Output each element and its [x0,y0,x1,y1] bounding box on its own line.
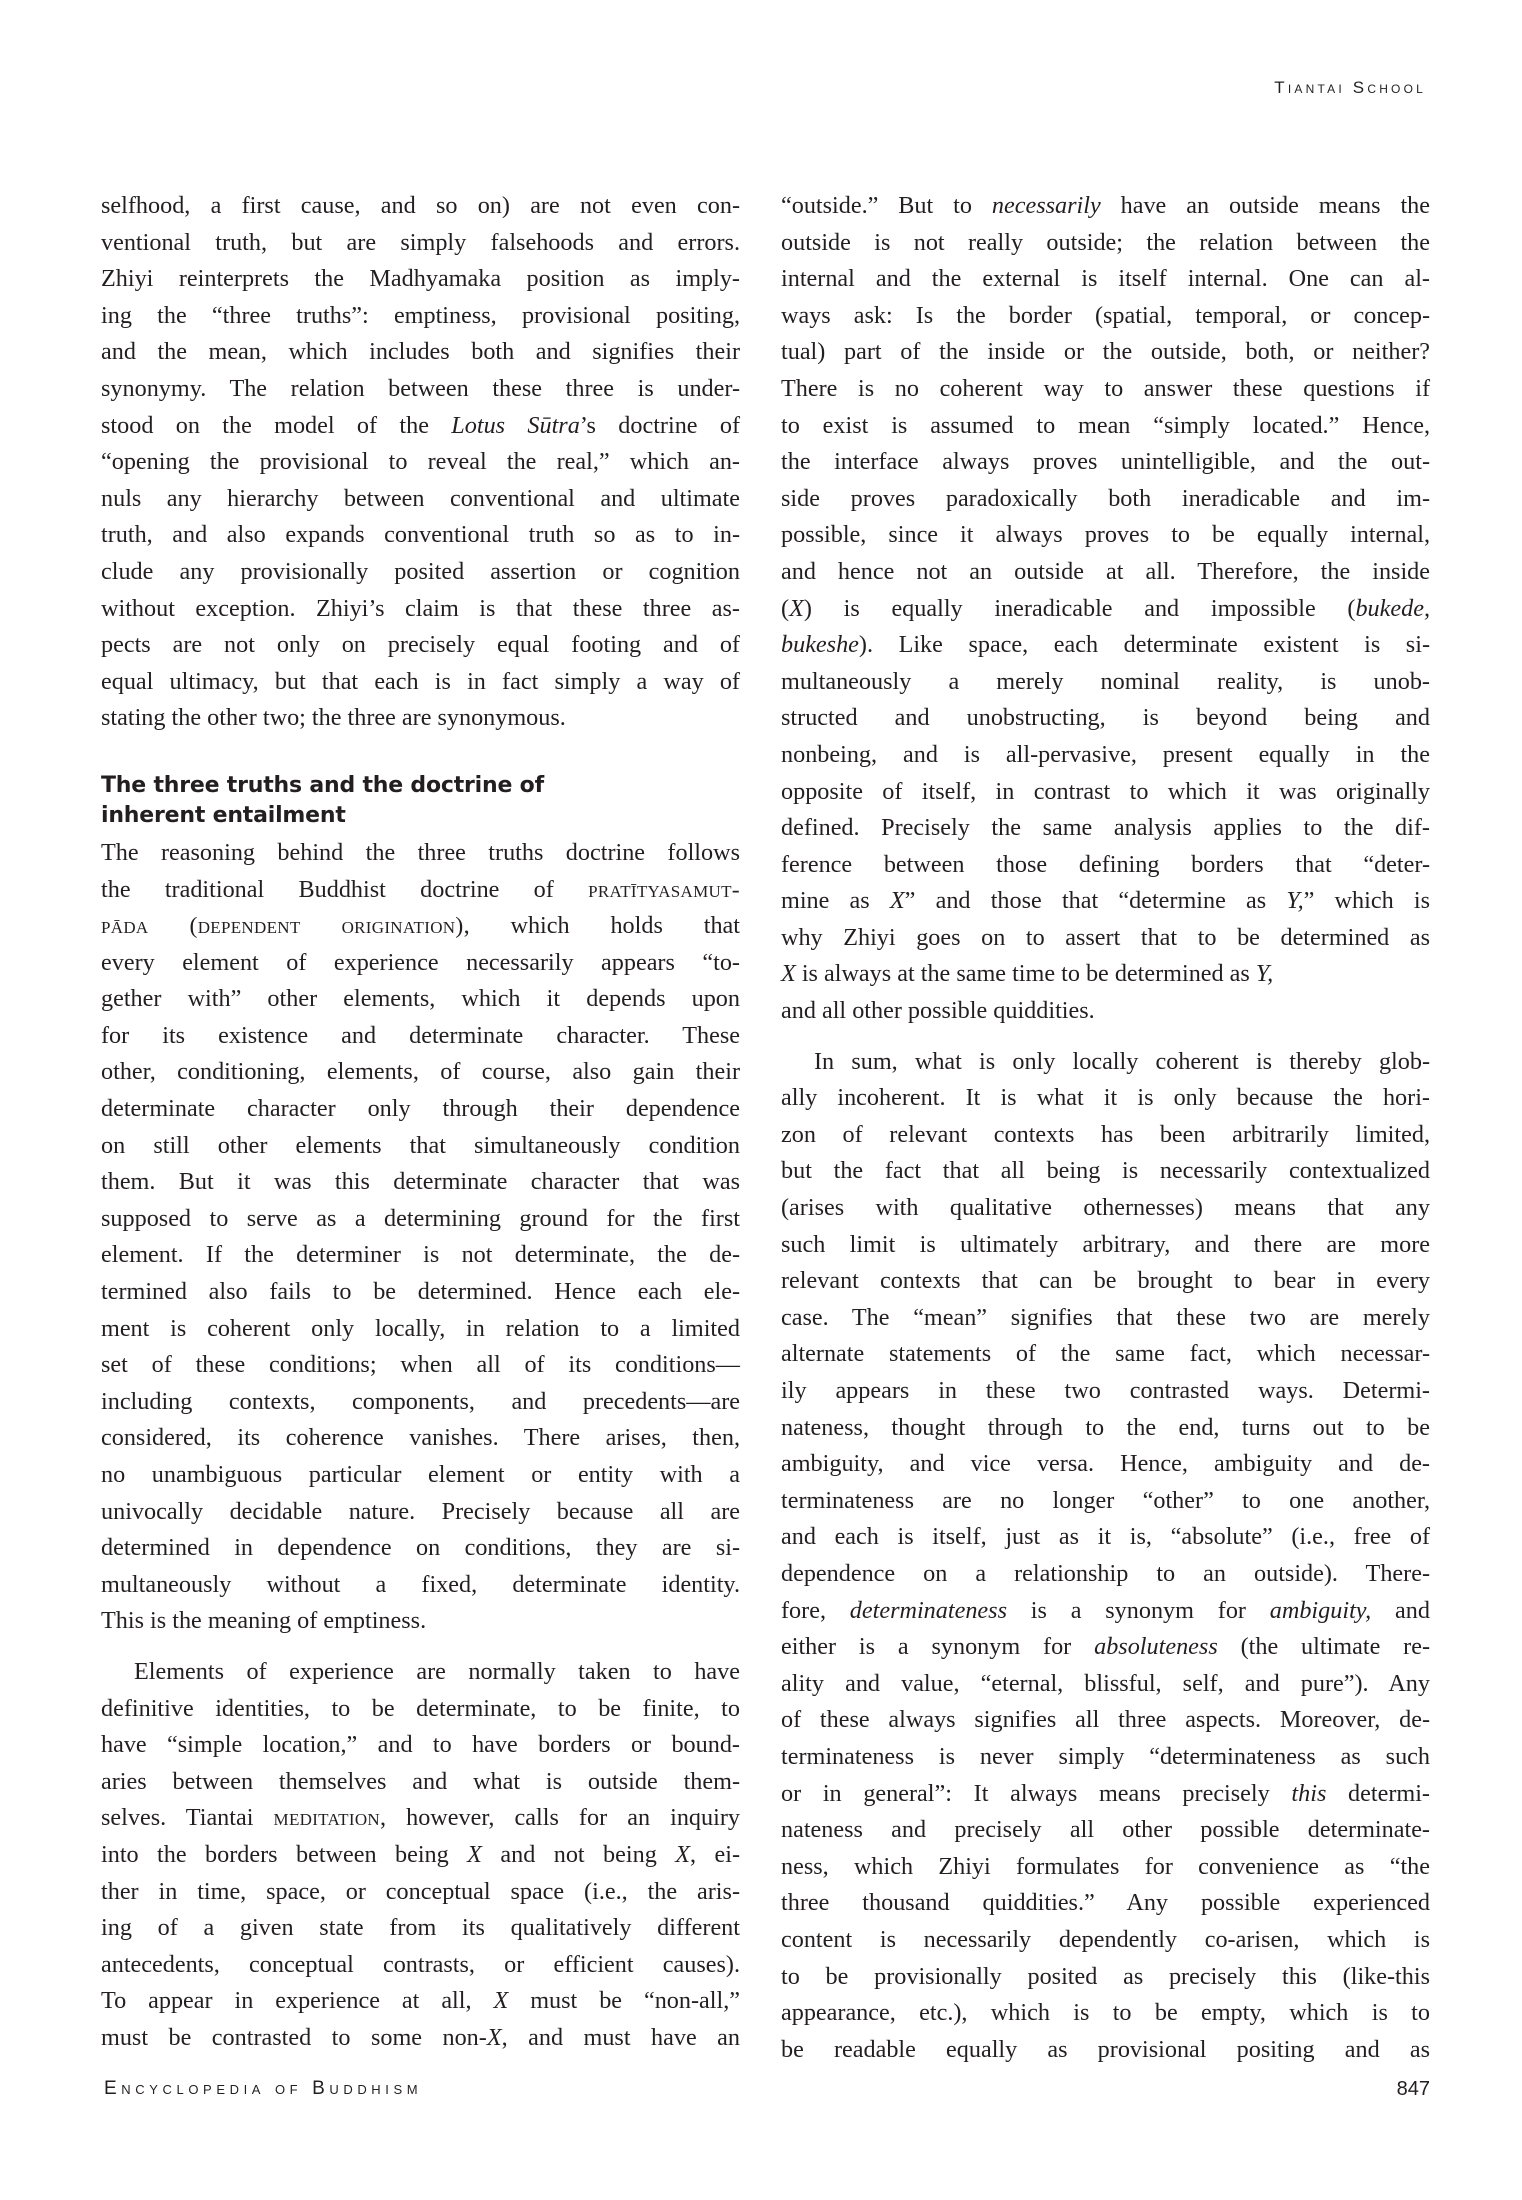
paragraph-gap [101,1640,740,1654]
text-line: clude any provisionally posited assertion or cognition [101,557,740,585]
text-line: ambiguity, and vice versa. Hence, ambiguity and de- [781,1450,1430,1478]
text-line: synonymy. The relation between these three is under- [101,374,740,402]
text-line: “opening the provisional to reveal the real,” which an- [101,448,740,476]
section-heading-line: inherent entailment [101,802,346,828]
italic-term: Y, [1255,960,1274,988]
text-line: nonbeing, and is all-pervasive, present equally in the [781,740,1430,768]
text-line: fore, determinateness is a synonym for ambiguity, and [781,1596,1430,1624]
right-column [781,188,1430,2068]
text-line: definitive identities, to be determinate, to be finite, to [101,1694,740,1722]
text-line: selves. Tiantai meditation, however, calls for an inquiry [101,1804,740,1832]
text-line: X is always at the same time to be determined as Y, [781,960,1274,988]
text-line: alternate statements of the same fact, which necessar- [781,1340,1430,1368]
page-number: 847 [1396,2078,1430,2100]
text-line: three thousand quiddities.” Any possible experienced [781,1889,1430,1917]
text-line: selfhood, a first cause, and so on) are not even con- [101,192,740,219]
text-line: truth, and also expands conventional truth so as to in- [101,521,740,549]
italic-term: ambiguity, [1269,1596,1372,1624]
text-line: stating the other two; the three are synonymous. [101,704,566,732]
italic-term: X [467,1840,482,1868]
text-line: equal ultimacy, but that each is in fact simply a way of [101,667,740,695]
text-line: There is no coherent way to answer these questions if [781,374,1430,402]
small-caps-term: pratītyasamut- [588,876,740,903]
small-caps-term: pāda (dependent origination) [101,913,464,940]
text-line: ventional truth, but are simply falsehoods and errors. [101,228,740,256]
text-line: side proves paradoxically both ineradicable and im- [781,484,1430,512]
text-line: ther in time, space, or conceptual space (i.e., the aris- [101,1877,740,1905]
italic-term: bukede, [1355,594,1430,622]
text-line: possible, since it always proves to be equally internal, [781,521,1430,549]
small-caps-term: meditation [273,1805,380,1832]
text-line: aries between themselves and what is outside them- [101,1767,740,1795]
italic-term: necessarily [991,192,1101,219]
text-line: them. But it was this determinate character that was [101,1168,740,1196]
italic-term: absoluteness [1094,1633,1218,1661]
text-line: (arises with qualitative othernesses) means that any [781,1194,1430,1222]
text-line: the interface always proves unintelligible, and the out- [781,448,1430,476]
text-line: dependence on a relationship to an outside). There- [781,1559,1430,1587]
text-line: bukeshe). Like space, each determinate existent is si- [781,631,1430,659]
text-line: tual) part of the inside or the outside, both, or neither? [781,338,1430,366]
text-line: ing of a given state from its qualitatively different [101,1914,740,1942]
text-line: and each is itself, just as it is, “absolute” (i.e., free of [781,1523,1430,1551]
text-line: opposite of itself, in contrast to which it was originally [781,777,1430,805]
italic-term: bukeshe [781,631,859,659]
text-line: antecedents, conceptual contrasts, or efficient causes). [101,1950,740,1978]
text-line: content is necessarily dependently co-arisen, which is [781,1925,1430,1953]
text-line: other, conditioning, elements, of course, also gain their [101,1058,740,1086]
text-line: pāda (dependent origination), which holds that [101,912,741,940]
text-line: nuls any hierarchy between conventional and ultimate [101,484,740,512]
text-line: no unambiguous particular element or entity with a [101,1461,740,1488]
text-line: multaneously without a fixed, determinate identity. [101,1570,740,1598]
text-line: mine as X” and those that “determine as Y,” which is [781,887,1430,915]
italic-term: X [889,887,905,915]
text-line: Elements of experience are normally taken to have [134,1657,740,1685]
italic-term: determinateness [849,1596,1007,1624]
text-line: ing the “three truths”: emptiness, provisional positing, [101,301,740,329]
text-line: ily appears in these two contrasted ways. Determi- [781,1377,1430,1404]
text-line: termined also fails to be determined. Hence each ele- [101,1278,740,1306]
text-line: stood on the model of the Lotus Sūtra’s doctrine of [101,411,741,439]
text-line: defined. Precisely the same analysis applies to the dif- [781,814,1430,842]
text-line: internal and the external is itself internal. One can al- [781,265,1430,293]
text-line: but the fact that all being is necessarily contextualized [781,1157,1430,1185]
text-line: terminateness is never simply “determinateness as such [781,1742,1430,1770]
text-line: considered, its coherence vanishes. There arises, then, [101,1424,740,1452]
text-line: why Zhiyi goes on to assert that to be determined as [781,923,1430,951]
text-line: or in general”: It always means precisely this determi- [781,1779,1430,1807]
italic-term: X [493,1987,509,2015]
text-line: such limit is ultimately arbitrary, and there are more [781,1230,1430,1258]
italic-term: Lotus Sūtra [451,411,580,439]
text-line: zon of relevant contexts has been arbitrarily limited, [781,1120,1430,1148]
text-line: outside is not really outside; the relation between the [781,228,1430,256]
text-line: ness, which Zhiyi formulates for convenience as “the [781,1852,1430,1880]
text-line: structed and unobstructing, is beyond being and [781,704,1430,732]
section-gap [101,737,740,771]
text-line: supposed to serve as a determining ground for the first [101,1204,740,1232]
italic-term: X [789,594,804,622]
text-line: nateness and precisely all other possible determinate- [781,1816,1430,1844]
running-head: Tiantai School [1274,78,1426,97]
paragraph [781,188,1430,1030]
text-line: relevant contexts that can be brought to bear in every [781,1267,1430,1295]
text-line: ality and value, “eternal, blissful, self, and pure”). Any [781,1669,1430,1697]
text-line: Zhiyi reinterprets the Madhyamaka position as imply- [101,265,740,293]
text-line: ways ask: Is the border (spatial, temporal, or concep- [781,301,1430,329]
text-line: of these always signifies all three aspects. Moreover, de- [781,1706,1430,1734]
text-line: ally incoherent. It is what it is only because the hori- [781,1084,1430,1112]
text-line: To appear in experience at all, X must be “non-all,” [101,1987,740,2015]
text-line: on still other elements that simultaneously condition [101,1131,740,1159]
text-line: ference between those defining borders that “deter- [781,850,1430,878]
text-line: element. If the determiner is not determinate, the de- [101,1241,740,1269]
text-line: to be provisionally posited as precisely this (like-this [781,1962,1430,1990]
text-line: The reasoning behind the three truths doctrine follows [101,838,740,866]
italic-term: this [1291,1779,1327,1807]
text-line: terminateness are no longer “other” to one another, [781,1486,1430,1514]
text-line: In sum, what is only locally coherent is thereby glob- [814,1047,1430,1075]
text-line: for its existence and determinate character. These [101,1021,740,1049]
paragraph-gap [781,1030,1430,1044]
section-heading-line: The three truths and the doctrine of [101,772,544,798]
text-line: and all other possible quiddities. [781,997,1095,1025]
text-line: nateness, thought through to the end, turns out to be [781,1413,1430,1441]
left-column [101,188,740,2057]
text-line: to exist is assumed to mean “simply located.” Hence, [781,411,1430,439]
text-line: either is a synonym for absoluteness (the ultimate re- [781,1633,1431,1661]
text-line: set of these conditions; when all of its conditions— [101,1351,740,1379]
text-line: gether with” other elements, which it depends upon [101,985,740,1013]
italic-term: X [486,2023,502,2051]
italic-term: X [675,1840,691,1868]
text-line: determinate character only through their dependence [101,1095,740,1123]
text-line: This is the meaning of emptiness. [101,1607,427,1635]
italic-term: Y, [1286,887,1304,915]
text-line: determined in dependence on conditions, they are si- [101,1534,740,1562]
footer-title: Encyclopedia of Buddhism [104,2078,423,2099]
text-line: appearance, etc.), which is to be empty, which is to [781,1999,1430,2027]
text-line: without exception. Zhiyi’s claim is that these three as- [101,594,740,622]
paragraph [781,1044,1430,2069]
section-heading [101,771,740,831]
text-line: multaneously a merely nominal reality, is unob- [781,667,1430,695]
text-line: univocally decidable nature. Precisely because all are [101,1497,740,1525]
text-line: every element of experience necessarily appears “to- [101,948,740,976]
text-line: into the borders between being X and not being X, ei- [101,1840,740,1868]
text-line: and the mean, which includes both and signifies their [101,338,740,366]
text-line: be readable equally as provisional positing and as [781,2035,1430,2063]
italic-term: X [781,960,796,988]
paragraph [101,835,740,1640]
text-line: must be contrasted to some non-X, and must have an [101,2023,740,2051]
text-line: and hence not an outside at all. Therefore, the inside [781,557,1430,585]
text-line: pects are not only on precisely equal footing and of [101,631,740,659]
text-line: case. The “mean” signifies that these two are merely [781,1303,1430,1331]
text-line: the traditional Buddhist doctrine of pratītyasamut- [101,875,740,903]
text-line: have “simple location,” and to have borders or bound- [101,1731,740,1759]
text-line: (X) is equally ineradicable and impossible (bukede, [781,594,1430,622]
text-line: including contexts, components, and precedents—are [101,1387,740,1415]
paragraph [101,1654,740,2057]
text-line: ment is coherent only locally, in relation to a limited [101,1314,740,1342]
text-line: “outside.” But to necessarily have an outside means the [781,192,1430,219]
paragraph [101,188,740,737]
